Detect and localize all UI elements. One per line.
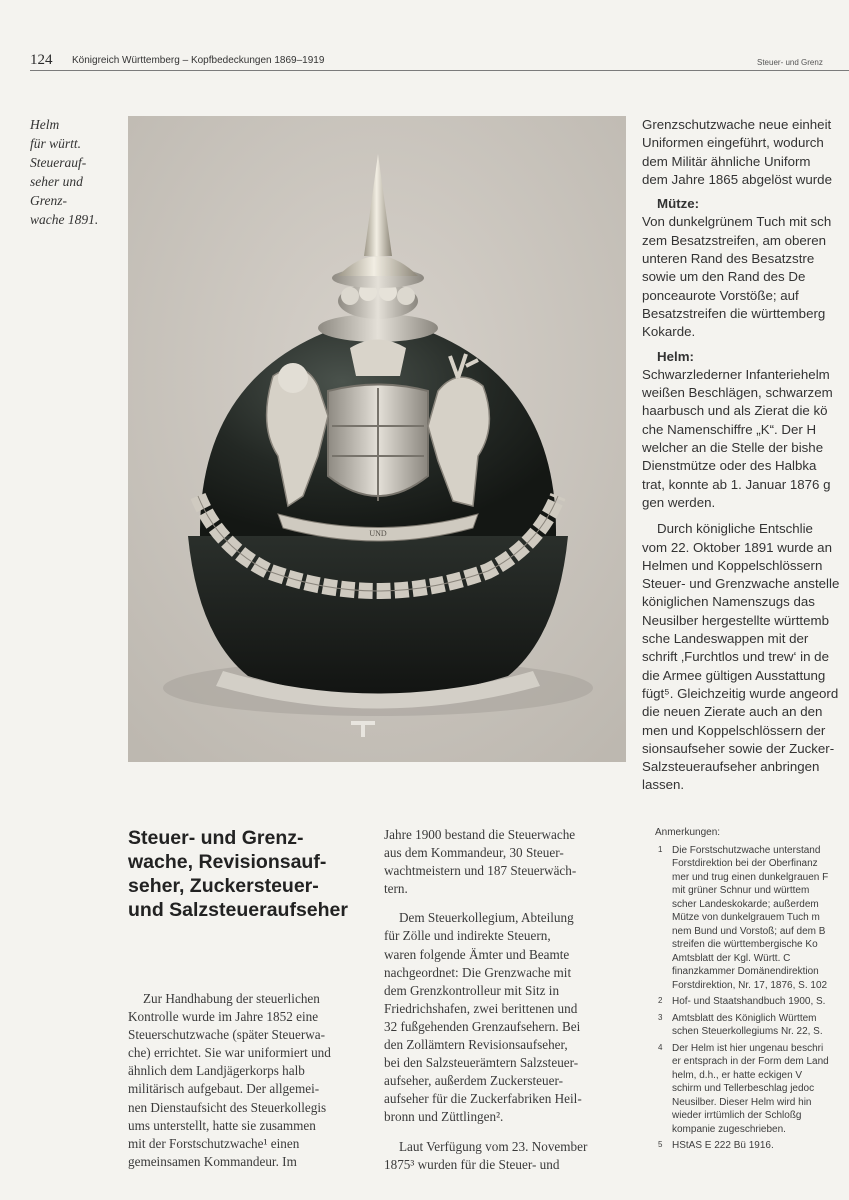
text-line: königlichen Namenszugs das — [642, 594, 815, 610]
footnote — [655, 844, 849, 993]
text-line: zem Besatzstreifen, am oberen — [642, 232, 827, 248]
footnote-number: 4 — [658, 1042, 663, 1052]
text-line: bei den Salzsteuerämtern Salzsteuer- — [384, 1055, 579, 1071]
text-line: mit der Forstschutzwache¹ einen — [128, 1135, 300, 1151]
footnote-line: helm, d.h., er hatte eckigen V — [672, 1069, 803, 1081]
footnote-number: 2 — [658, 996, 663, 1005]
helm-heading: Helm: — [657, 348, 694, 364]
caption-line: Helm — [30, 117, 60, 132]
footnote-line: Amtsblatt der Kgl. Württ. C — [672, 952, 791, 964]
heading-line: und Salzsteueraufseher — [128, 899, 348, 921]
text-line: weißen Beschlägen, schwarzem — [642, 385, 833, 401]
text-line: che Namenschiffre „K“. Der H — [642, 421, 817, 437]
text-line: Besatzstreifen die württemberg — [642, 305, 826, 321]
heading-line: Steuer- und Grenz- — [128, 827, 304, 849]
text-line: fügt⁵. Gleichzeitig wurde angeord — [642, 685, 839, 701]
section-heading — [128, 826, 368, 922]
text-line: militärisch aufgebaut. Der allgemei- — [128, 1081, 320, 1097]
text-line: Von dunkelgrünem Tuch mit sch — [642, 214, 832, 230]
running-header — [0, 52, 849, 74]
text-line: dem Grenzkontrolleur mit Sitz in — [384, 982, 560, 998]
text-line: Salzsteueraufseher anbringen — [642, 759, 820, 775]
footnote-number: 1 — [658, 844, 663, 854]
footnote-line: nem Bund und Vorstoß; auf dem B — [672, 925, 826, 937]
shield-motto-text: UND — [369, 529, 387, 538]
text-line: schrift ‚Furchtlos und trew‘ in de — [642, 649, 829, 665]
footnote — [655, 1012, 849, 1039]
text-line: für Zölle und indirekte Steuern, — [384, 928, 551, 944]
text-line: Dienstmütze oder des Halbka — [642, 458, 817, 474]
text-line: Durch königliche Entschlie — [657, 521, 813, 537]
helmet-photo — [128, 116, 626, 762]
text-line: den Zollämtern Revisionsaufseher, — [384, 1037, 568, 1053]
footnotes — [655, 826, 849, 1156]
footnote-line: finanzkammer Domänendirektion — [672, 966, 819, 977]
text-line: trat, konnte ab 1. Januar 1876 g — [642, 476, 831, 492]
footnote-line: Forstdirektion, Nr. 17, 1876, S. 102 — [672, 979, 828, 991]
caption-line: Grenz- — [30, 193, 67, 208]
footnote-line: streifen die württembergische Ko — [672, 939, 818, 950]
text-line: lassen. — [642, 777, 685, 793]
heading-line: seher, Zuckersteuer- — [128, 875, 319, 897]
text-line: Schwarzlederner Infanteriehelm — [642, 366, 830, 382]
photo-caption — [30, 115, 122, 229]
footnote-line: Mütze von dunkelgrauem Tuch m — [672, 912, 820, 923]
text-line: dem Militär ähnliche Uniform — [642, 153, 811, 169]
text-line: ponceaurote Vorstöße; auf — [642, 287, 799, 303]
footnote — [655, 1139, 849, 1153]
text-line: Steuerschutzwache (später Steuerwa- — [128, 1027, 325, 1043]
text-line: Steuer- und Grenzwache anstelle — [642, 576, 840, 592]
footnote-number: 3 — [658, 1012, 663, 1022]
footnote-line: Neusilber. Dieser Helm wird hin — [672, 1096, 812, 1108]
text-line: waren folgende Ämter und Beamte — [384, 946, 570, 962]
footnote-line: mit grüner Schnur und württem — [672, 885, 810, 896]
text-line: bronn und Züttlingen². — [384, 1109, 504, 1125]
footnote-line: Forstdirektion bei der Oberfinanz — [672, 858, 818, 869]
text-line: 32 fußgehenden Grenzaufsehern. Bei — [384, 1018, 581, 1034]
text-line: tern. — [384, 881, 408, 897]
text-line: gemeinsamen Kommandeur. Im — [128, 1153, 297, 1169]
text-line: die Armee gültigen Ausstattung — [642, 667, 826, 683]
right-text-column — [642, 116, 849, 795]
page-number: 124 — [30, 52, 53, 68]
running-title-right: Steuer- und Grenz — [757, 58, 823, 67]
footnote-line: HStAS E 222 Bü 1916. — [672, 1140, 774, 1151]
text-line: Friedrichshafen, zwei berittenen und — [384, 1000, 578, 1016]
text-line: aufseher, außerdem Zuckersteuer- — [384, 1073, 563, 1089]
notes-title: Anmerkungen: — [655, 827, 721, 838]
footnote — [655, 1042, 849, 1137]
caption-line: Steuerauf- — [30, 155, 87, 170]
running-title: Königreich Württemberg – Kopfbedeckungen 1869–1919 — [72, 55, 325, 66]
footnote-line: schirm und Tellerbeschlag jedoc — [672, 1083, 815, 1094]
footnote-line: kompanie zugeschrieben. — [672, 1123, 786, 1135]
text-line: 1875³ wurden für die Steuer- und — [384, 1156, 560, 1172]
text-line: haarbusch und als Zierat die kö — [642, 403, 828, 419]
text-line: aufseher für die Zuckerfabriken Heil- — [384, 1091, 582, 1107]
text-line: Jahre 1900 bestand die Steuerwache — [384, 827, 576, 842]
body-text-middle — [384, 826, 622, 1174]
text-line: wachtmeistern und 187 Steuerwäch- — [384, 863, 577, 879]
text-line: Uniformen eingeführt, wodurch — [642, 135, 824, 151]
text-line: Laut Verfügung vom 23. November — [399, 1138, 588, 1154]
text-line: sionsaufseher sowie der Zucker- — [642, 740, 835, 756]
caption-line: wache 1891. — [30, 212, 99, 227]
text-line: sche Landeswappen mit der — [642, 631, 809, 647]
text-line: Grenzschutzwache neue einheit — [642, 117, 832, 132]
footnote — [655, 995, 849, 1009]
text-line: gen werden. — [642, 494, 716, 510]
footnote-line: Amtsblatt des Königlich Württem — [672, 1012, 817, 1024]
text-line: sowie um den Rand des De — [642, 269, 806, 285]
text-line: ähnlich dem Landjägerkorps halb — [128, 1063, 305, 1079]
footnote-line: scher Landeskokarde; außerdem — [672, 898, 819, 910]
footnote-line: Der Helm ist hier ungenau beschri — [672, 1042, 824, 1054]
text-line: Neusilber hergestellte württemb — [642, 612, 829, 628]
footnote-line: mer und trug einen dunkelgrauen F — [672, 871, 829, 883]
caption-line: seher und — [30, 174, 83, 189]
text-line: men und Koppelschlössern der — [642, 722, 826, 738]
footnote-line: er entsprach in der Form dem Land — [672, 1056, 829, 1067]
text-line: nen Dienstaufsicht des Steuerkollegis — [128, 1099, 327, 1115]
text-line: welcher an die Stelle der bishe — [642, 440, 824, 456]
heading-line: wache, Revisionsauf- — [128, 851, 327, 873]
footnote-line: Hof- und Staatshandbuch 1900, S. — [672, 996, 826, 1007]
text-line: Dem Steuerkollegium, Abteilung — [399, 910, 574, 926]
footnote-line: schen Steuerkollegiums Nr. 22, S. — [672, 1026, 823, 1037]
muetze-heading: Mütze: — [657, 196, 700, 212]
text-line: Zur Handhabung der steuerlichen — [143, 991, 320, 1006]
text-line: unteren Rand des Besatzstre — [642, 251, 815, 267]
text-line: nachgeordnet: Die Grenzwache mit — [384, 964, 572, 980]
caption-line: für württ. — [30, 136, 82, 151]
footnote-line: Die Forstschutzwache unterstand — [672, 844, 821, 856]
text-line: Helmen und Koppelschlössern — [642, 557, 823, 573]
body-text-left — [128, 990, 365, 1171]
text-line: ums unterstellt, hatte sie zusammen — [128, 1117, 316, 1133]
footnote-line: wieder irrtümlich der Schloßg — [672, 1110, 802, 1121]
text-line: Kokarde. — [642, 324, 696, 340]
footnote-number: 5 — [658, 1140, 663, 1149]
text-line: aus dem Kommandeur, 30 Steuer- — [384, 845, 564, 861]
text-line: Kontrolle wurde im Jahre 1852 eine — [128, 1009, 319, 1025]
helmet-illustration — [128, 116, 626, 762]
text-line: die neuen Zierate auch an den — [642, 704, 823, 720]
text-line: vom 22. Oktober 1891 wurde an — [642, 539, 832, 555]
text-line: dem Jahre 1865 abgelöst wurde — [642, 171, 832, 187]
text-line: che) errichtet. Sie war uniformiert und — [128, 1045, 331, 1061]
header-rule — [30, 70, 849, 71]
